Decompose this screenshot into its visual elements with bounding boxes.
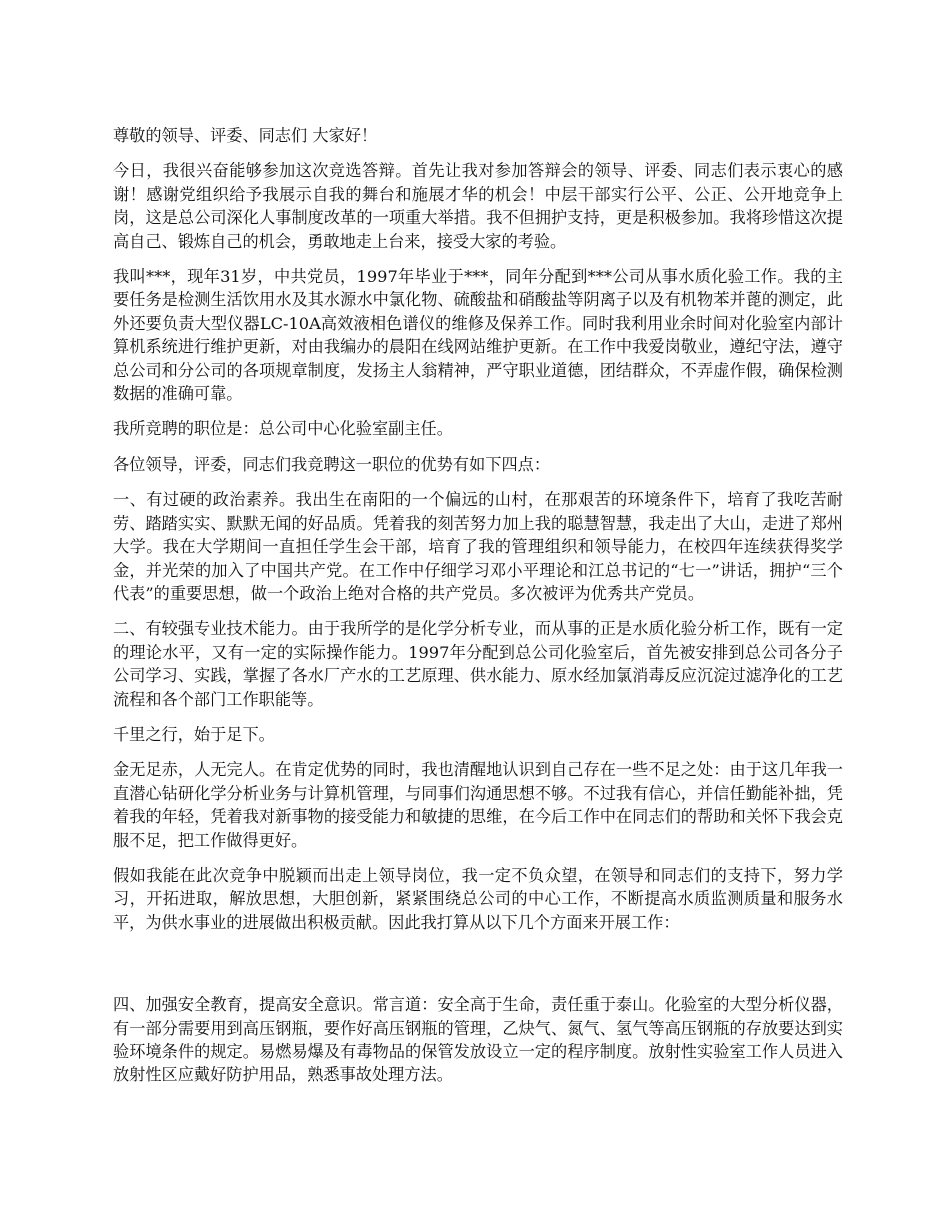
intro-paragraph: 今日，我很兴奋能够参加这次竞选答辩。首先让我对参加答辩会的领导、评委、同志们表示衷心的感谢！感谢党组织给予我展示自我的舞台和施展才华的机会！中层干部实行公平、公正、公开地竞争上岗，这是总公司深化人事制度改革的一项重大举措。我不但拥护支持，更是积极参加。我将珍惜这次提高自己、锻炼自己的机会，勇敢地走上台来，接受大家的考验。: [113, 161, 843, 251]
advantage-one-paragraph: 一、有过硬的政治素养。我出生在南阳的一个偏远的山村，在那艰苦的环境条件下，培育了我吃苦耐劳、踏踏实实、默默无闻的好品质。凭着我的刻苦努力加上我的聪慧智慧，我走出了大山，走进了郑州大学。我在大学期间一直担任学生会干部，培育了我的管理组织和领导能力，在校四年连续获得奖学金，并光荣的加入了中国共产党。在工作中仔细学习邓小平理论和江总书记的“七一”讲话，拥护“三个代表”的重要思想，做一个政治上绝对合格的共产党员。多次被评为优秀共产党员。: [113, 490, 843, 603]
work-plan-paragraph: 假如我能在此次竞争中脱颖而出走上领导岗位，我一定不负众望，在领导和同志们的支持下，努力学习，开拓进取，解放思想，大胆创新，紧紧围绕总公司的中心工作，不断提高水质监测质量和服务水平，为供水事业的进展做出积极贡献。因此我打算从以下几个方面来开展工作：: [113, 865, 843, 932]
advantage-two-paragraph: 二、有较强专业技术能力。由于我所学的是化学分析专业，而从事的正是水质化验分析工作，既有一定的理论水平，又有一定的实际操作能力。1997年分配到总公司化验室后，首先被安排到总公司各分子公司学习、实践，掌握了各水厂产水的工艺原理、供水能力、原水经加氯消毒反应沉淀过滤净化的工艺流程和各个部门工作职能等。: [113, 619, 843, 709]
proverb-paragraph: 千里之行，始于足下。: [113, 724, 275, 744]
shortcomings-paragraph: 金无足赤，人无完人。在肯定优势的同时，我也清醒地认识到自己存在一些不足之处：由于这几年我一直潜心钻研化学分析业务与计算机管理，与同事们沟通思想不够。不过我有信心，并信任勤能补拙，凭着我的年轻，凭着我对新事物的接受能力和敏捷的思维，在今后工作中在同志们的帮助和关怀下我会克服不足，把工作做得更好。: [113, 760, 843, 850]
advantages-intro-paragraph: 各位领导，评委，同志们我竞聘这一职位的优势有如下四点：: [113, 454, 551, 474]
self-introduction-paragraph: 我叫***，现年31岁，中共党员，1997年毕业于***，同年分配到***公司从事水质化验工作。我的主要任务是检测生活饮用水及其水源水中氯化物、硫酸盐和硝酸盐等阴离子以及有机物苯并蓖的测定，此外还要负责大型仪器LC-10A高效液相色谱仪的维修及保养工作。同时我利用业余时间对化验室内部计算机系统进行维护更新，对由我编办的晨阳在线网站维护更新。在工作中我爱岗敬业，遵纪守法，遵守总公司和分公司的各项规章制度，发扬主人翁精神，严守职业道德，团结群众，不弄虚作假，确保检测数据的准确可靠。: [113, 267, 843, 404]
document-body: [113, 124, 843, 1099]
safety-paragraph: 四、加强安全教育，提高安全意识。常言道：安全高于生命，责任重于泰山。化验室的大型分析仪器，有一部分需要用到高压钢瓶，要作好高压钢瓶的管理，乙炔气、氮气、氢气等高压钢瓶的存放要达到实验环境条件的规定。易燃易爆及有毒物品的保管发放设立一定的程序制度。放射性实验室工作人员进入放射性区应戴好防护用品，熟悉事故处理方法。: [113, 995, 843, 1085]
greeting-paragraph: 尊敬的领导、评委、同志们 大家好！: [113, 126, 378, 145]
position-paragraph: 我所竞聘的职位是：总公司中心化验室副主任。: [113, 419, 453, 439]
